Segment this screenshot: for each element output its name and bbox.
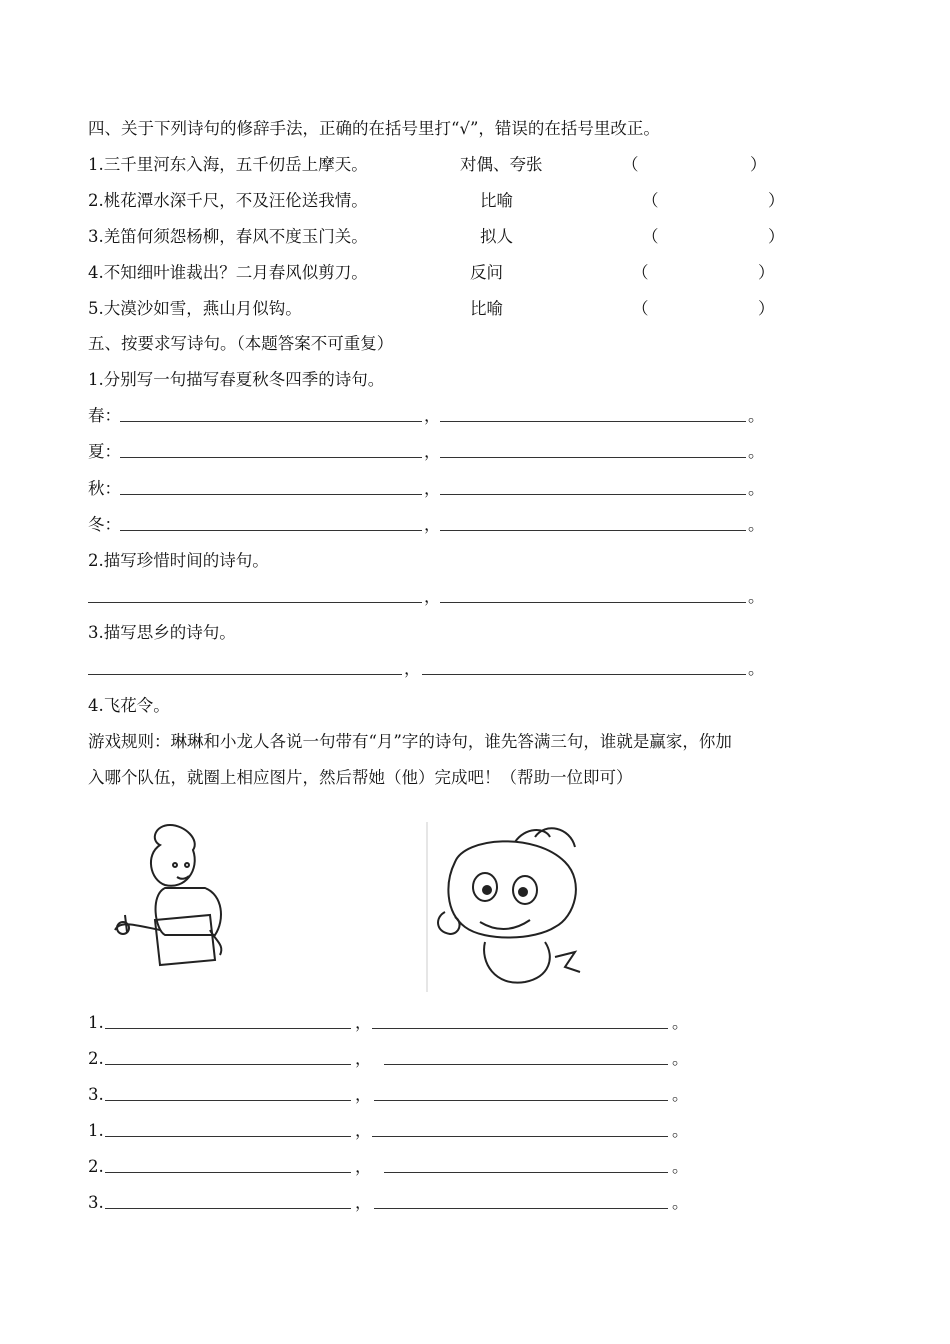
answer-bracket-close: ） (758, 263, 775, 282)
comma: ， (355, 1121, 372, 1140)
answer-blank[interactable] (120, 530, 422, 531)
game-rules-line2: 入哪个队伍，就圈上相应图片，然后帮她（他）完成吧！（帮助一位即可） (88, 768, 633, 787)
poem-line: 3.羌笛何须怨杨柳，春风不度玉门关。 (88, 227, 368, 246)
answer-blank[interactable] (105, 1064, 351, 1065)
answer-blank[interactable] (105, 1136, 351, 1137)
comma: ， (424, 442, 441, 462)
comma: ， (424, 478, 441, 498)
poem-line: 1.三千里河东入海，五千仞岳上摩天。 (88, 155, 368, 174)
answer-number: 3. (88, 1193, 104, 1212)
answer-blank[interactable] (88, 602, 422, 603)
comma: ， (424, 514, 441, 534)
answer-blank[interactable] (120, 421, 422, 422)
answer-number: 2. (88, 1049, 104, 1068)
answer-blank[interactable] (105, 1172, 351, 1173)
poem-line: 2.桃花潭水深千尺，不及汪伦送我情。 (88, 191, 368, 210)
game-rules-line1: 游戏规则：琳琳和小龙人各说一句带有“月”字的诗句，谁先答满三句，谁就是赢家，你加 (88, 732, 732, 751)
period: 。 (672, 1157, 689, 1176)
poem-line: 5.大漠沙如雪，燕山月似钩。 (88, 299, 302, 318)
period: 。 (672, 1193, 689, 1212)
rhetoric-device: 对偶、夸张 (460, 155, 543, 174)
comma: ， (424, 406, 441, 425)
answer-blank[interactable] (105, 1208, 351, 1209)
comma: ， (355, 1085, 372, 1104)
answer-number: 1. (88, 1121, 104, 1140)
answer-blank[interactable] (422, 674, 746, 675)
answer-bracket-open[interactable]: （ (642, 191, 659, 210)
season-label: 春： (88, 406, 121, 425)
period: 。 (748, 478, 765, 498)
rhetoric-device: 拟人 (480, 227, 513, 246)
section4-title: 四、关于下列诗句的修辞手法，正确的在括号里打“√”，错误的在括号里改正。 (88, 119, 660, 138)
question-4: 4.飞花令。 (88, 696, 170, 715)
answer-blank[interactable] (440, 457, 746, 458)
rhetoric-device: 比喻 (480, 191, 513, 210)
answer-blank[interactable] (440, 494, 746, 495)
answer-bracket-open[interactable]: （ (642, 227, 659, 246)
period: 。 (672, 1013, 689, 1032)
answer-number: 1. (88, 1013, 104, 1032)
dragon-image[interactable] (425, 822, 585, 992)
period: 。 (748, 442, 765, 462)
rhetoric-device: 反问 (470, 263, 503, 282)
period: 。 (748, 514, 765, 534)
rhetoric-device: 比喻 (470, 299, 503, 318)
season-label: 秋： (88, 478, 121, 498)
comma: ， (424, 587, 441, 606)
answer-bracket-open[interactable]: （ (632, 299, 649, 318)
period: 。 (748, 587, 765, 606)
answer-blank[interactable] (374, 1208, 668, 1209)
comma: ， (355, 1013, 372, 1032)
answer-blank[interactable] (105, 1100, 351, 1101)
answer-bracket-close: ） (750, 155, 767, 174)
question-2: 2.描写珍惜时间的诗句。 (88, 551, 269, 570)
season-label: 夏： (88, 442, 121, 462)
answer-bracket-close: ） (758, 299, 775, 318)
question-3: 3.描写思乡的诗句。 (88, 623, 236, 642)
question-1: 1.分别写一句描写春夏秋冬四季的诗句。 (88, 370, 385, 389)
answer-blank[interactable] (440, 421, 746, 422)
answer-bracket-close: ） (768, 227, 785, 246)
answer-bracket-open[interactable]: （ (632, 263, 649, 282)
answer-number: 3. (88, 1085, 104, 1104)
answer-blank[interactable] (372, 1028, 668, 1029)
period: 。 (672, 1049, 689, 1068)
section5-title: 五、按要求写诗句。（本题答案不可重复） (88, 334, 394, 353)
poem-line: 4.不知细叶谁裁出？二月春风似剪刀。 (88, 263, 368, 282)
answer-blank[interactable] (374, 1100, 668, 1101)
answer-number: 2. (88, 1157, 104, 1176)
answer-bracket-open[interactable]: （ (622, 155, 639, 174)
comma: ， (355, 1157, 372, 1176)
period: 。 (672, 1085, 689, 1104)
answer-blank[interactable] (372, 1136, 668, 1137)
answer-bracket-close: ） (768, 191, 785, 210)
period: 。 (672, 1121, 689, 1140)
comma: ， (355, 1193, 372, 1212)
period: 。 (748, 659, 765, 678)
period: 。 (748, 406, 765, 425)
answer-blank[interactable] (120, 494, 422, 495)
answer-blank[interactable] (88, 674, 402, 675)
comma: ， (404, 659, 421, 678)
girl-reading-image[interactable] (105, 820, 245, 975)
answer-blank[interactable] (384, 1172, 668, 1173)
comma: ， (355, 1049, 372, 1068)
season-label: 冬： (88, 514, 121, 534)
answer-blank[interactable] (440, 602, 746, 603)
answer-blank[interactable] (440, 530, 746, 531)
answer-blank[interactable] (120, 457, 422, 458)
answer-blank[interactable] (105, 1028, 351, 1029)
answer-blank[interactable] (384, 1064, 668, 1065)
